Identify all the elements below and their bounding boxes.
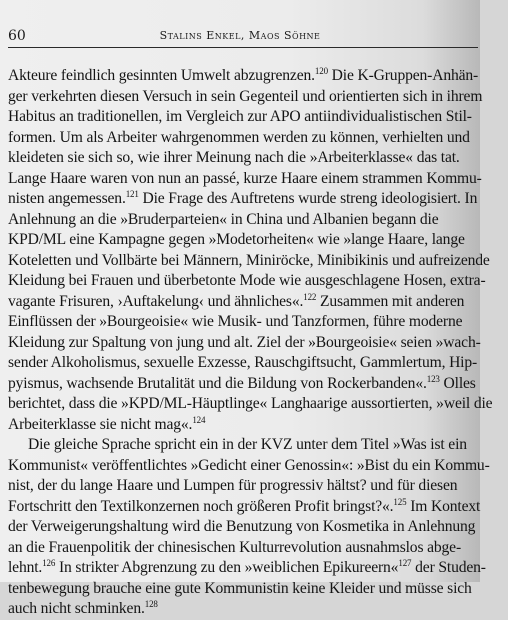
line-text: berichtet, dass die »KPD/ML-Häuptlinge« Langhaarige aussortierten, »weil die xyxy=(8,395,493,412)
line-text: Die Frage des Auftretens wurde streng ideologisiert. In xyxy=(138,190,478,207)
line-text: Einflüssen der »Bourgeoisie« wie Musik- und Tanzformen, führe moderne xyxy=(8,313,463,330)
text-line xyxy=(8,107,508,128)
footnote-marker: 128 xyxy=(144,599,158,609)
line-text: In strikter Abgrenzung zu den »weiblichen Epikureern« xyxy=(55,559,399,576)
footnote-marker: 122 xyxy=(303,291,317,302)
text-line xyxy=(8,169,508,190)
line-text: Lange Haare waren von nun an passé, kurze Haare einem strammen Kommu- xyxy=(8,169,482,187)
text-line xyxy=(8,415,508,436)
line-text: Koteletten und Vollbärte bei Männern, Miniröcke, Minibikinis und aufreizende xyxy=(8,251,490,269)
text-line xyxy=(8,210,508,231)
text-line xyxy=(8,87,508,108)
footnote-marker: 126 xyxy=(42,558,56,568)
text-line xyxy=(8,374,508,395)
text-line xyxy=(8,476,508,497)
text-line xyxy=(8,271,508,292)
footnote-marker: 124 xyxy=(192,414,206,425)
text-line xyxy=(8,558,508,579)
header-rule xyxy=(8,47,478,48)
line-text: tenbewegung brauche eine gute Kommunistin keine Kleider und müsse sich xyxy=(8,579,472,597)
text-line xyxy=(8,333,508,354)
page-number: 60 xyxy=(8,28,26,44)
line-text: an die Frauenpolitik der chinesischen Kulturrevolution ausnahmslos abge- xyxy=(8,538,462,556)
line-text: Kleidung zur Spaltung von jung und alt. Ziel der »Bourgeoisie« seien »wach- xyxy=(8,333,481,351)
line-text: formen. Um als Arbeiter wahrgenommen werden zu können, verhielten und xyxy=(8,128,470,146)
line-text: Zusammen mit anderen xyxy=(316,292,465,310)
line-text: Im Kontext xyxy=(406,497,481,515)
text-line xyxy=(8,579,508,600)
line-text: lehnt. xyxy=(8,559,43,576)
line-text: sender Alkoholismus, sexuelle Exzesse, Rauschgiftsucht, Gammlertum, Hip- xyxy=(8,354,478,371)
line-text: kleideten sie sich so, wie ihrer Meinung nach die »Arbeiterklasse« das tat. xyxy=(8,149,460,166)
text-line xyxy=(8,292,508,313)
line-text: Die K-Gruppen-Anhän- xyxy=(327,67,479,84)
text-line xyxy=(8,456,508,477)
text-line xyxy=(8,599,508,620)
line-text: Akteure feindlich gesinnten Umwelt abzugrenzen. xyxy=(8,67,315,84)
line-text: nisten angemessen. xyxy=(8,190,126,207)
footnote-marker: 120 xyxy=(314,66,328,76)
footnote-marker: 123 xyxy=(426,373,440,384)
line-text: Kommunist« veröffentlichtes »Gedicht einer Genossin«: »Bist du ein Kommu- xyxy=(8,456,490,474)
text-line xyxy=(8,517,508,538)
text-line xyxy=(8,312,508,333)
text-line xyxy=(8,538,508,559)
text-line xyxy=(8,497,508,518)
footnote-marker: 121 xyxy=(125,189,139,199)
line-text: Fortschritt den Textilkonzernen noch größeren Profit bringst?«. xyxy=(8,497,394,515)
line-text: pyismus, wachsende Brutalität und die Bildung von Rockerbanden«. xyxy=(8,374,427,392)
line-text: Olles xyxy=(439,374,476,392)
line-text: nist, der du lange Haare und Lumpen für progressiv hältst? und für diesen xyxy=(8,477,458,494)
text-line xyxy=(8,394,508,415)
footnote-marker: 125 xyxy=(393,496,407,507)
line-text: Die gleiche Sprache spricht ein in der KVZ unter dem Titel »Was ist ein xyxy=(28,436,467,453)
text-line xyxy=(8,230,508,251)
line-text: der Verweigerungshaltung wird die Benutzung von Kosmetika in Anlehnung xyxy=(8,518,476,535)
text-line xyxy=(8,189,508,210)
line-text: Arbeiterklasse sie nicht mag«. xyxy=(8,415,193,433)
line-text: KPD/ML eine Kampagne gegen »Modetorheiten« wie »lange Haare, lange xyxy=(8,231,465,248)
running-title: Stalins Enkel, Maos Söhne xyxy=(159,29,321,42)
line-text: der Studen- xyxy=(411,559,486,576)
text-line xyxy=(8,66,508,87)
line-text: Kleidung bei Frauen und überbetonte Mode wie ausgeschlagene Hosen, extra- xyxy=(8,272,486,289)
line-text: auch nicht schminken. xyxy=(8,600,145,617)
line-text: vagante Frisuren, ›Auftakelung‹ und ähnliches«. xyxy=(8,292,304,310)
text-line xyxy=(8,435,508,456)
page-header xyxy=(8,28,472,46)
text-line xyxy=(8,128,508,149)
text-line xyxy=(8,353,508,374)
line-text: Anlehnung an die »Bruderparteien« in China und Albanien begann die xyxy=(8,210,439,228)
text-line xyxy=(8,251,508,272)
body-text xyxy=(8,66,508,620)
line-text: Habitus an traditionellen, im Vergleich zur APO antiindividualistischen Stil- xyxy=(8,108,472,125)
line-text: ger verkehrten diesen Versuch in sein Gegenteil und orientierten sich in ihrem xyxy=(8,87,483,105)
text-line xyxy=(8,148,508,169)
footnote-marker: 127 xyxy=(398,558,412,568)
